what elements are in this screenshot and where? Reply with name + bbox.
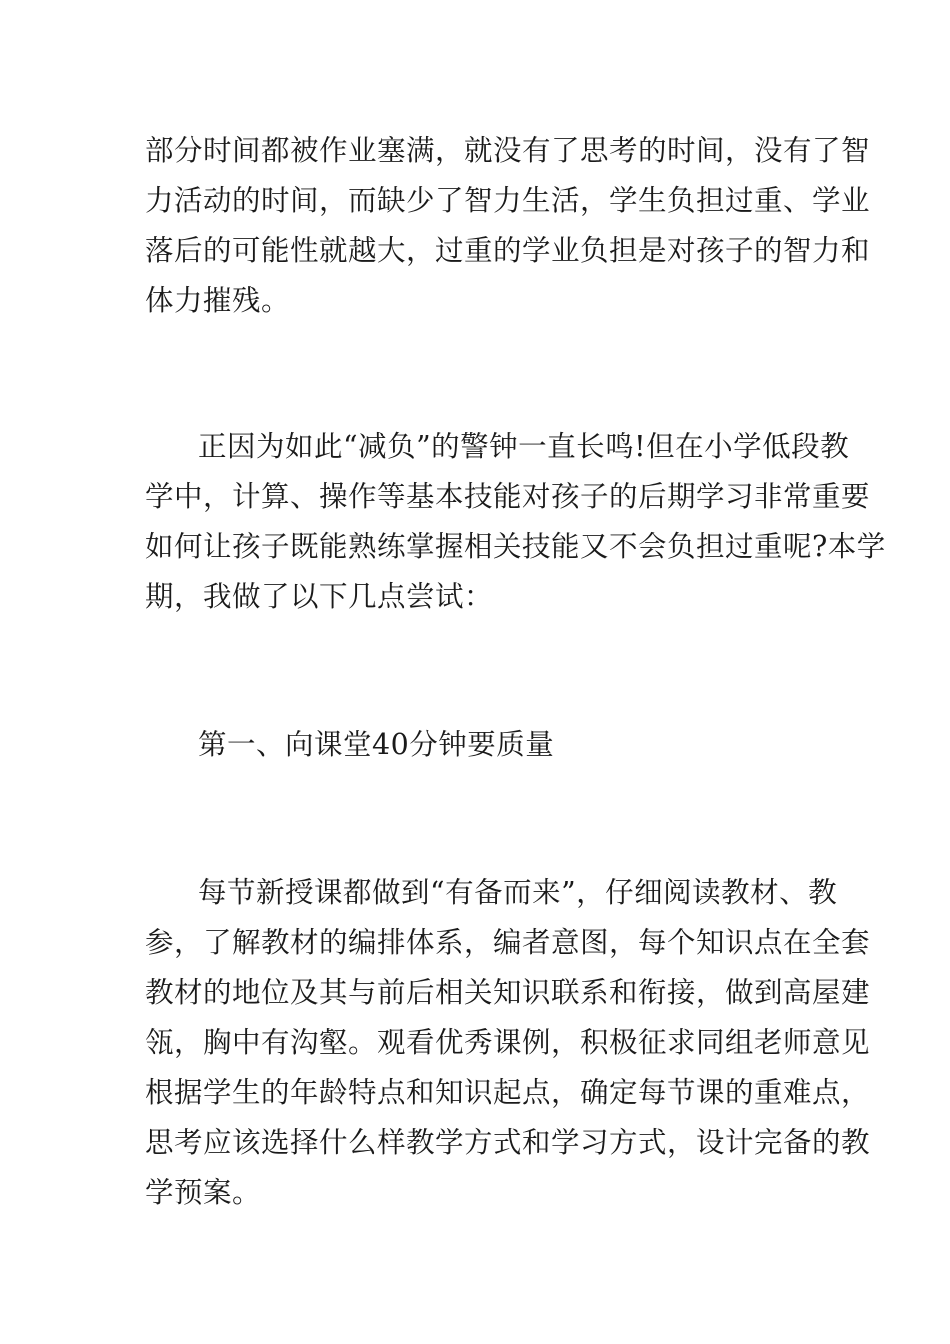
heading-text: 第一、向课堂40分钟要质量 <box>198 728 555 761</box>
text-line: 落后的可能性就越大，过重的学业负担是对孩子的智力和 <box>145 234 871 267</box>
text-line: 力活动的时间，而缺少了智力生活，学生负担过重、学业 <box>145 184 871 217</box>
text-line: 教材的地位及其与前后相关知识联系和衔接，做到高屋建 <box>145 976 871 1009</box>
text-line: 每节新授课都做到“有备而来”，仔细阅读教材、教 <box>198 876 838 909</box>
text-line: 如何让孩子既能熟练掌握相关技能又不会负担过重呢?本学 <box>145 530 886 563</box>
text-line: 学中，计算、操作等基本技能对孩子的后期学习非常重要 <box>145 480 871 513</box>
text-line: 瓴，胸中有沟壑。观看优秀课例，积极征求同组老师意见 <box>145 1026 871 1059</box>
text-line: 部分时间都被作业塞满，就没有了思考的时间，没有了智 <box>145 134 871 167</box>
text-line: 体力摧残。 <box>145 284 291 317</box>
text-line: 参，了解教材的编排体系，编者意图，每个知识点在全套 <box>145 926 871 959</box>
text-line: 根据学生的年龄特点和知识起点，确定每节课的重难点， <box>145 1076 871 1109</box>
text-line: 学预案。 <box>145 1176 262 1209</box>
text-line: 正因为如此“减负”的警钟一直长鸣!但在小学低段教 <box>198 430 850 463</box>
text-line: 思考应该选择什么样教学方式和学习方式，设计完备的教 <box>145 1126 871 1159</box>
text-line: 期，我做了以下几点尝试： <box>145 580 494 613</box>
